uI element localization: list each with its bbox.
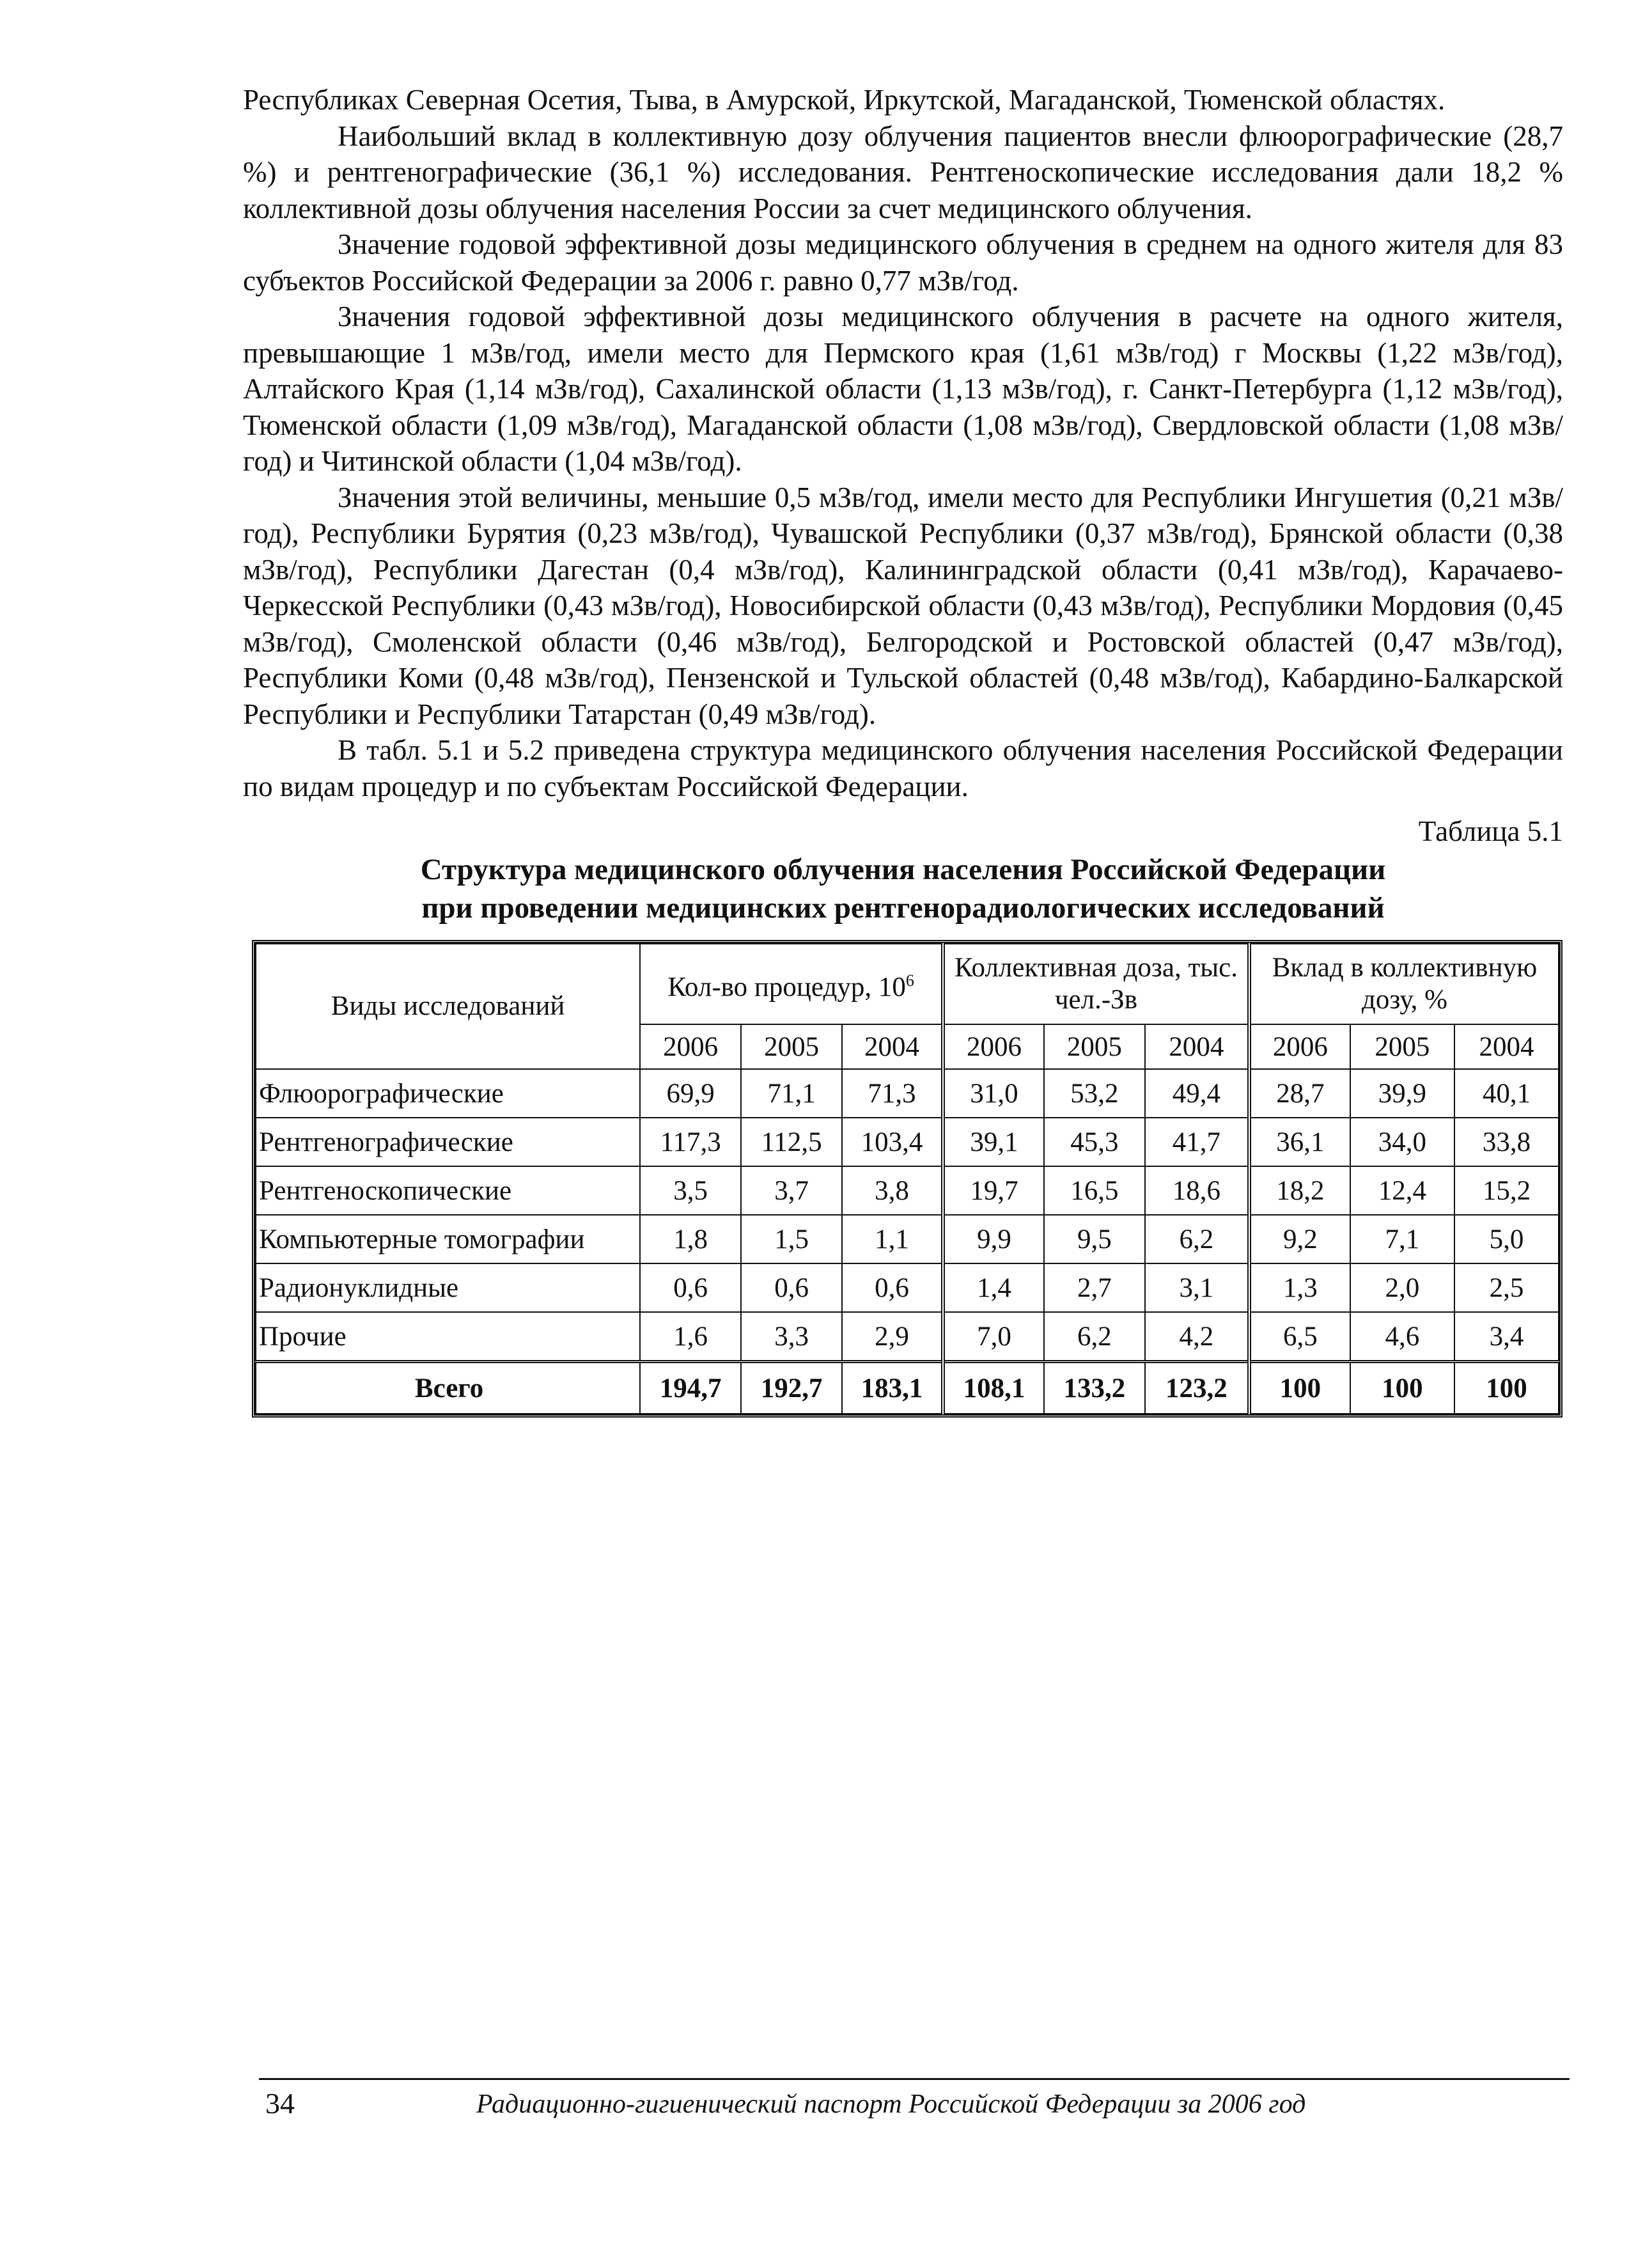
table-title-line-2: при проведении медицинских рентгенорадиологических исследований [421,891,1385,925]
table-cell: 6,2 [1044,1312,1145,1362]
table-row [256,1312,1559,1362]
header-kind: Виды исследований [256,944,640,1069]
table-cell: 34,0 [1350,1118,1454,1166]
paragraph: Республиках Северная Осетия, Тыва, в Амурской, Иркутской, Магаданской, Тюменской областях. [243,84,1446,116]
page-footer [259,2078,1570,2120]
table-cell: 103,4 [842,1118,943,1166]
paragraph: Значения этой величины, меньшие 0,5 мЗв/год, имели место для Республики Ингушетия (0,21 мЗв/год), Республики Бурятия (0,23 мЗв/год), Чувашской Республики (0,37 мЗв/год), Брянской области (0,38 мЗв/год), Республики Дагестан (0,4 мЗв/год), Калининградской области (0,41 мЗв/год), Карачаево-Черкесской Республики (0,43 мЗв/год), Новосибирской области (0,43 мЗв/год), Республики Мордовия (0,45 мЗв/год), Смоленской области (0,46 мЗв/год), Белгородской и Ростовской областей (0,47 мЗв/год), Республики Коми (0,48 мЗв/год), Пензенской и Тульской областей (0,48 мЗв/год), Кабардино-Балкарской Республики и Республики Татарстан (0,49 мЗв/год). [243,481,1563,730]
table-row [256,1118,1559,1166]
table-title [243,850,1563,927]
table-title-line-1: Структура медицинского облучения населения Российской Федерации [420,853,1386,886]
table-cell: 194,7 [640,1362,741,1414]
table-cell: 19,7 [943,1166,1044,1215]
document-page [243,82,1563,1418]
table-label: Таблица 5.1 [1418,815,1563,847]
table-cell: 45,3 [1044,1118,1145,1166]
table-cell: 18,2 [1249,1166,1350,1215]
table-cell: 100 [1454,1362,1559,1414]
table-cell: 2,0 [1350,1263,1454,1312]
table-row [256,1166,1559,1215]
table-cell: 3,1 [1145,1263,1249,1312]
page-number: 34 [265,2087,295,2120]
table-cell: 31,0 [943,1069,1044,1118]
table-cell: 6,5 [1249,1312,1350,1362]
table-cell: 0,6 [741,1263,842,1312]
table-cell: 5,0 [1454,1215,1559,1263]
table-cell: 3,5 [640,1166,741,1215]
table-cell: 1,3 [1249,1263,1350,1312]
table-cell: 39,9 [1350,1069,1454,1118]
table-cell: 3,4 [1454,1312,1559,1362]
table-row [256,1069,1559,1118]
header-collective-dose: Коллективная доза, тыс. чел.-Зв [943,944,1249,1024]
table-frame [252,940,1562,1418]
table-cell: 9,5 [1044,1215,1145,1263]
table-cell: 123,2 [1145,1362,1249,1414]
table-cell: 2,7 [1044,1263,1145,1312]
row-label: Флюорографические [256,1069,640,1118]
paragraph: Значение годовой эффективной дозы медицинского облучения в среднем на одного жителя для 83 субъектов Российской Федерации за 2006 г. равно 0,77 мЗв/год. [243,228,1563,297]
table-cell: 53,2 [1044,1069,1145,1118]
year-header: 2005 [741,1024,842,1069]
table-cell: 36,1 [1249,1118,1350,1166]
table-cell: 2,9 [842,1312,943,1362]
table-cell: 7,1 [1350,1215,1454,1263]
table-cell: 16,5 [1044,1166,1145,1215]
year-header: 2006 [943,1024,1044,1069]
table-cell: 6,2 [1145,1215,1249,1263]
table-cell: 71,1 [741,1069,842,1118]
table-cell: 39,1 [943,1118,1044,1166]
table-cell: 0,6 [640,1263,741,1312]
table-cell: 71,3 [842,1069,943,1118]
table-cell: 15,2 [1454,1166,1559,1215]
table-cell: 7,0 [943,1312,1044,1362]
table-cell: 100 [1249,1362,1350,1414]
table-cell: 4,6 [1350,1312,1454,1362]
year-header: 2006 [640,1024,741,1069]
row-label: Всего [256,1362,640,1414]
table-cell: 28,7 [1249,1069,1350,1118]
table-cell: 1,5 [741,1215,842,1263]
year-header: 2005 [1350,1024,1454,1069]
table-cell: 108,1 [943,1362,1044,1414]
table-row [256,1215,1559,1263]
paragraph: Наибольший вклад в коллективную дозу облучения пациентов внесли флюорографические (28,7 %) и рентгенографические (36,1 %) исследования. Рентгеноскопические исследования дали 18,2 % коллективной дозы облучения населения России за счет медицинского облучения. [243,120,1563,224]
row-label: Компьютерные томографии [256,1215,640,1263]
table-cell: 2,5 [1454,1263,1559,1312]
year-header: 2005 [1044,1024,1145,1069]
row-label: Рентгенографические [256,1118,640,1166]
table-cell: 3,8 [842,1166,943,1215]
table-cell: 100 [1350,1362,1454,1414]
table-cell: 1,1 [842,1215,943,1263]
data-table [255,943,1559,1414]
table-cell: 133,2 [1044,1362,1145,1414]
table-total-row [256,1362,1559,1414]
table-cell: 0,6 [842,1263,943,1312]
table-cell: 4,2 [1145,1312,1249,1362]
table-cell: 3,3 [741,1312,842,1362]
table-cell: 18,6 [1145,1166,1249,1215]
header-contribution: Вклад в коллективную дозу, % [1249,944,1559,1024]
table-cell: 41,7 [1145,1118,1249,1166]
table-cell: 3,7 [741,1166,842,1215]
table-cell: 40,1 [1454,1069,1559,1118]
footer-title: Радиационно-гигиенический паспорт Российской Федерации за 2006 год [476,2090,1306,2119]
table-cell: 1,6 [640,1312,741,1362]
table-row [256,1263,1559,1312]
year-header: 2004 [1454,1024,1559,1069]
table-cell: 117,3 [640,1118,741,1166]
year-header: 2006 [1249,1024,1350,1069]
table-cell: 69,9 [640,1069,741,1118]
table-cell: 112,5 [741,1118,842,1166]
row-label: Радионуклидные [256,1263,640,1312]
paragraph: Значения годовой эффективной дозы медицинского облучения в расчете на одного жителя, превышающие 1 мЗв/год, имели место для Пермского края (1,61 мЗв/год) г Москвы (1,22 мЗв/год), Алтайского Края (1,14 мЗв/год), Сахалинской области (1,13 мЗв/год), г. Санкт-Петербурга (1,12 мЗв/год), Тюменской области (1,09 мЗв/год), Магаданской области (1,08 мЗв/год), Свердловской области (1,08 мЗв/год) и Читинской области (1,04 мЗв/год). [243,301,1563,477]
table-cell: 9,2 [1249,1215,1350,1263]
row-label: Прочие [256,1312,640,1362]
table-cell: 9,9 [943,1215,1044,1263]
row-label: Рентгеноскопические [256,1166,640,1215]
header-procedures: Кол-во процедур, $10^6$ [640,944,943,1024]
table-cell: 49,4 [1145,1069,1249,1118]
table-body [256,1069,1559,1414]
year-header: 2004 [1145,1024,1249,1069]
table-cell: 1,4 [943,1263,1044,1312]
table-cell: 183,1 [842,1362,943,1414]
table-cell: 1,8 [640,1215,741,1263]
year-header: 2004 [842,1024,943,1069]
paragraph: В табл. 5.1 и 5.2 приведена структура медицинского облучения населения Российской Федерации по видам процедур и по субъектам Российской Федерации. [243,734,1563,802]
table-cell: 12,4 [1350,1166,1454,1215]
table-cell: 192,7 [741,1362,842,1414]
table-cell: 33,8 [1454,1118,1559,1166]
